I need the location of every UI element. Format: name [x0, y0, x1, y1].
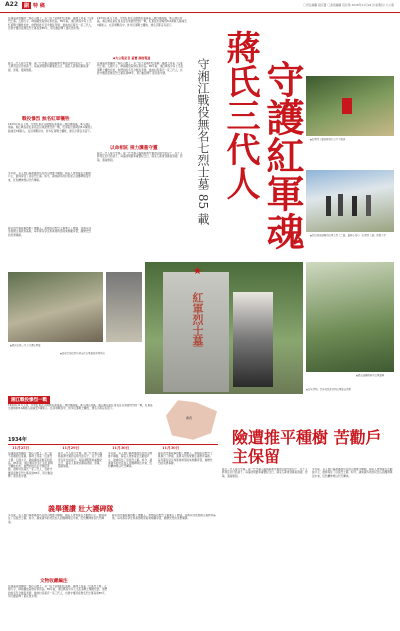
- timeline-rule: [8, 444, 218, 445]
- timeline-text-2: 蔣氏三代人接力守墓。第一代守墓人臨終前將守墓的任務交給兒子，兒子又將責任託付給孫子。每逢清明節和重要紀念日，蔣家人都會到墓前清掃、祭奠，風雨無阻。: [58, 452, 103, 469]
- photo-memorial-grave: [306, 76, 394, 136]
- caption-3: ▲蔣氏家族三代人守護紅軍墓: [10, 344, 41, 347]
- article-text-a: 蔣氏三代人接力守墓。第一代守墓人臨終前將守墓的任務交給兒子，兒子又將責任託付給孫子。每逢清明節和重要紀念日，蔣家人都會到墓前清掃、祭奠，風雨無阻。: [8, 62, 91, 72]
- intro-paragraph-2: 1934年11月下旬，中央紅軍在突破國民黨軍第三道封鎖線後，進入湘江地區。湘江戰役是紅軍長征以來最慘烈的一戰，紅軍從出發時的8.6萬餘人銳減至3萬餘人。在這場戰役中，許多紅軍戰士犧牲，連名字都沒有留下。: [97, 17, 187, 27]
- caption-6: ▲每年清明，當地村民都會到紅軍墓前祭奠: [306, 388, 351, 391]
- article-text-i: 在湖南省道縣的一個小山坡上，有一座不起眼的紅軍墓。墓碑上刻着「紅軍烈士墓」五個大字，碑前擺放着鮮花和祭品。85年前，湘江戰役中有七名紅軍戰士犧牲於此，他們的姓名至今無從考證。當地村民蔣氏一家三代人，自發守護這座無名烈士墓長達85年，用行動詮釋了軍民魚水情。: [8, 585, 108, 598]
- article-text-k: 多年前，有人曾打算將墓地所在的山坡推平種樹，蔣家人得知後苦苦勸說戶主，最終保住了這座烈士墓。如今，越來越多的村民加入到護碑隊伍中來，紅色精神得以代代傳承。: [312, 468, 393, 478]
- timeline-date-3: 11月30日: [112, 446, 130, 450]
- map-region: [160, 398, 220, 442]
- subhead-battle: 戰役慘烈 無名紅軍犧牲: [22, 117, 70, 122]
- article-text-d: 蔣家的守墓故事感動了無數人。當地政府對烈士墓進行了修繕，並將其列為愛國主義教育基地。每年都有學生和黨員幹部前來參觀學習，緬懷先烈的英勇事跡。: [8, 227, 91, 237]
- tombstone-inscription: 紅軍烈士墓: [191, 292, 204, 347]
- timeline-intro: 1934年11月下旬，中央紅軍在突破國民黨軍第三道封鎖線後，進入湘江地區。湘江戰役是紅軍長征以來最慘烈的一戰，紅軍從出發時的8.6萬餘人銳減至3萬餘人。在這場戰役中，許多紅軍戰士犧牲，連名字都沒有留下。: [8, 404, 153, 411]
- photo-villagers: [106, 272, 142, 342]
- figure-person-3: [352, 196, 357, 216]
- photo-monument-hill: [306, 262, 394, 372]
- timeline-date-1: 11月25日: [12, 446, 30, 450]
- timeline-text-1: 在湖南省道縣的一個小山坡上，有一座不起眼的紅軍墓。墓碑上刻着「紅軍烈士墓」五個大字，碑前擺放着鮮花和祭品。85年前，湘江戰役中有七名紅軍戰士犧牲於此，他們的姓名至今無從考證。當地村民蔣氏一家三代人，自發守護這座無名烈士墓長達85年，用行動詮釋了軍民魚水情。: [8, 452, 53, 479]
- intro-paragraph: 在湖南省道縣的一個小山坡上，有一座不起眼的紅軍墓。墓碑上刻着「紅軍烈士墓」五個大字，碑前擺放着鮮花和祭品。85年前，湘江戰役中有七名紅軍戰士犧牲於此，他們的姓名至今無從考證。當地村民蔣氏一家三代人，自發守護這座無名烈士墓長達85年，用行動詮釋了軍民魚水情。: [8, 17, 94, 30]
- caption-2: ▲位於湖南道縣的紅軍七烈士之墓，墓碑上刻有「紅軍烈士墓」四個大字: [310, 234, 386, 237]
- article-text-g: 多年前，有人曾打算將墓地所在的山坡推平種樹，蔣家人得知後苦苦勸說戶主，最終保住了這座烈士墓。如今，越來越多的村民加入到護碑隊伍中來，紅色精神得以代代傳承。: [8, 514, 107, 524]
- caption-4: ▲湖南當地民眾自發前往紅軍墓地祭拜悼念: [60, 352, 105, 355]
- elderly-man-figure: [233, 292, 273, 387]
- subhead-collection: 文物收藏編注: [40, 579, 68, 584]
- page-number: A22: [5, 1, 18, 8]
- article-text-f: 蔣氏三代人接力守墓。第一代守墓人臨終前將守墓的任務交給兒子，兒子又將責任託付給孫子。每逢清明節和重要紀念日，蔣家人都會到墓前清掃、祭奠，風雨無阻。: [97, 152, 183, 162]
- timeline-date-4: 11月30日: [162, 446, 180, 450]
- red-flag-shape: [342, 98, 352, 114]
- caption-5: ▲蔣忠誠撫摸無名紅軍墓碑: [356, 374, 385, 377]
- figure-person-4: [366, 195, 371, 216]
- article-text-h: 蔣家的守墓故事感動了無數人。當地政府對烈士墓進行了修繕，並將其列為愛國主義教育基地。每年都有學生和黨員幹部前來參觀學習，緬懷先烈的英勇事跡。: [112, 514, 216, 521]
- headline-subtitle: 守湘江戰役無名七烈士墓 85 載: [196, 58, 210, 225]
- timeline-text-4: 蔣家的守墓故事感動了無數人。當地政府對烈士墓進行了修繕，並將其列為愛國主義教育基地。每年都有學生和黨員幹部前來參觀學習，緬懷先烈的英勇事跡。: [158, 452, 213, 465]
- section-name: 特 稿: [33, 3, 45, 9]
- subhead-praise: 義舉獲讚 壯大護碑隊: [48, 504, 114, 513]
- headline-second: 蔣氏三代人: [220, 30, 260, 200]
- star-icon: ★: [193, 266, 202, 277]
- subhead-pushed: 險遭推平種樹 苦勸戶主保留: [232, 428, 382, 466]
- figure-person-1: [326, 196, 331, 216]
- header-info: 〇責任編輯 趙宗寶 〇美術編輯 莊民榮 2018年11月22日(星期四) 大公報: [303, 3, 394, 7]
- timeline-text-3: 多年前，有人曾打算將墓地所在的山坡推平種樹，蔣家人得知後苦苦勸說戶主，最終保住了這座烈士墓。如今，越來越多的村民加入到護碑隊伍中來，紅色精神得以代代傳承。: [108, 452, 153, 469]
- timeline-year: 1934年: [8, 437, 27, 443]
- subhead-relay: 以命相託 接力護墓守靈: [110, 146, 158, 151]
- photo-visitors-group: [306, 170, 394, 232]
- timeline-date-2: 11月29日: [62, 446, 80, 450]
- article-text-e: 在湖南省道縣的一個小山坡上，有一座不起眼的紅軍墓。墓碑上刻着「紅軍烈士墓」五個大字，碑前擺放着鮮花和祭品。85年前，湘江戰役中有七名紅軍戰士犧牲於此，他們的姓名至今無從考證。當地村民蔣氏一家三代人，自發守護這座無名烈士墓長達85年，用行動詮釋了軍民魚水情。: [97, 62, 184, 75]
- section-label: [22, 2, 45, 9]
- article-text-b: 1934年11月下旬，中央紅軍在突破國民黨軍第三道封鎖線後，進入湘江地區。湘江戰役是紅軍長征以來最慘烈的一戰，紅軍從出發時的8.6萬餘人銳減至3萬餘人。在這場戰役中，許多紅軍戰士犧牲，連名字都沒有留下。: [8, 123, 93, 133]
- section-badge: 副: [24, 3, 30, 9]
- caption-1: ▲紅軍烈士墓的碑刻已有不少脫落: [310, 138, 346, 141]
- photo-tombstone-main: [145, 262, 303, 394]
- article-text-c: 多年前，有人曾打算將墓地所在的山坡推平種樹，蔣家人得知後苦苦勸說戶主，最終保住了這座烈士墓。如今，越來越多的村民加入到護碑隊伍中來，紅色精神得以代代傳承。: [8, 172, 91, 182]
- timeline-title: 湘江戰役慘烈一戰: [8, 396, 50, 404]
- article-text-j: 蔣氏三代人接力守墓。第一代守墓人臨終前將守墓的任務交給兒子，兒子又將責任託付給孫子。每逢清明節和重要紀念日，蔣家人都會到墓前清掃、祭奠，風雨無阻。: [222, 468, 308, 478]
- headline-main: 守護紅軍魂: [260, 60, 305, 250]
- figure-person-2: [338, 194, 343, 216]
- map-label: 廣西: [186, 416, 193, 420]
- reporter-byline: ◆大公報記者 黃寶 湖南報道: [113, 56, 151, 60]
- photo-family: [8, 272, 103, 342]
